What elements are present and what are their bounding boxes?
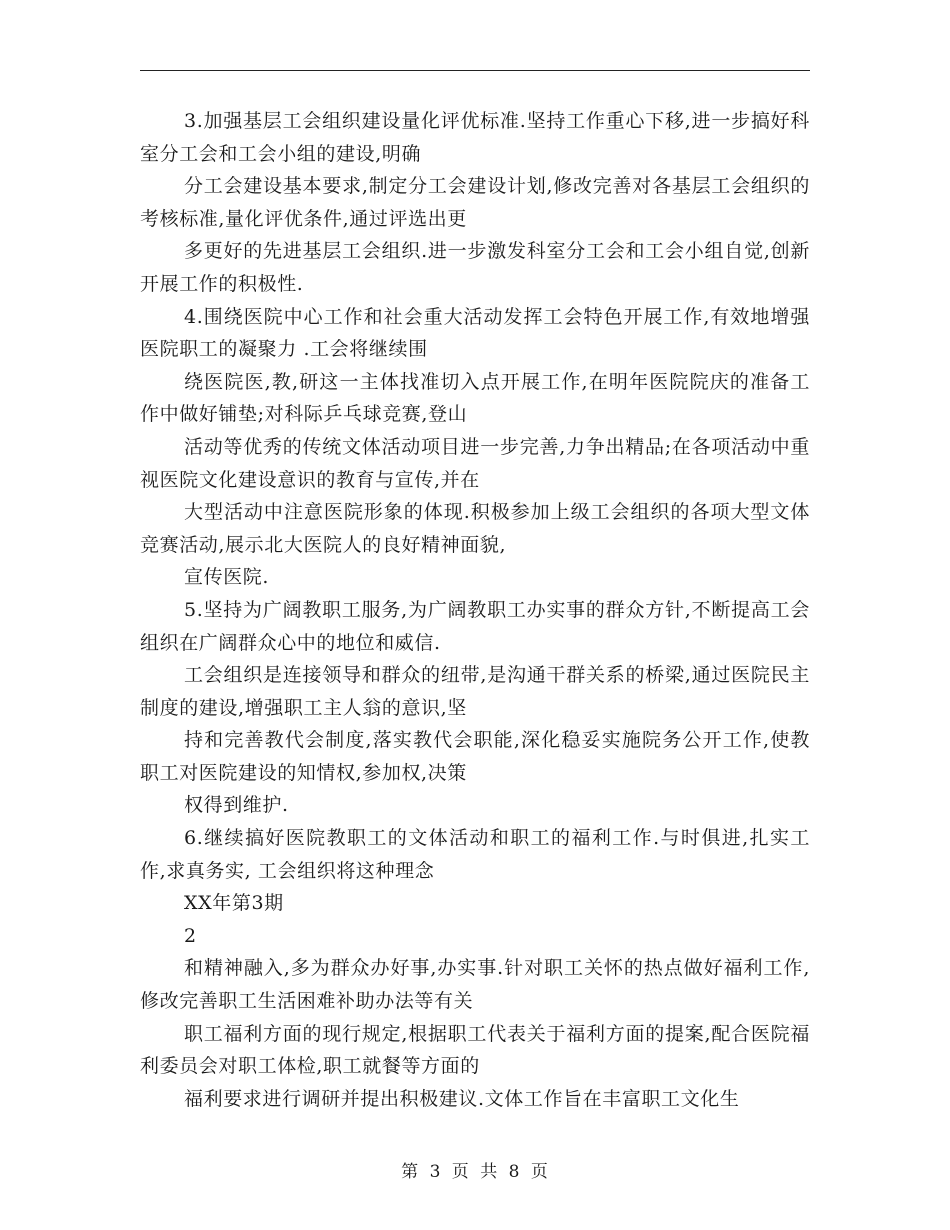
paragraph-2: 分工会建设基本要求,制定分工会建设计划,修改完善对各基层工会组织的考核标准,量化评优条件,通过评选出更 [140,175,810,230]
header-rule [140,70,810,71]
paragraph-16: 福利要求进行调研并提出积极建议.文体工作旨在丰富职工文化生 [184,1087,740,1110]
paragraph-1: 3.加强基层工会组织建设量化评优标准.坚持工作重心下移,进一步搞好科室分工会和工会小组的建设,明确 [140,110,810,165]
paragraph-13: 6.继续搞好医院教职工的文体活动和职工的福利工作.与时俱进,扎实工作,求真务实, 工会组织将这种理念 [140,827,810,882]
paragraph-3: 多更好的先进基层工会组织.进一步激发科室分工会和工会小组自觉,创新开展工作的积极性. [140,240,810,295]
paragraph-14: 和精神融入,多为群众办好事,办实事.针对职工关怀的热点做好福利工作,修改完善职工生活困难补助办法等有关 [140,957,810,1013]
document-body [140,105,810,1115]
issue-label: XX年第3期 [184,892,284,915]
paragraph-15: 职工福利方面的现行规定,根据职工代表关于福利方面的提案,配合医院福利委员会对职工体检,职工就餐等方面的 [140,1022,810,1078]
paragraph-11: 持和完善教代会制度,落实教代会职能,深化稳妥实施院务公开工作,使教职工对医院建设的知情权,参加权,决策 [140,729,810,784]
paragraph-7: 大型活动中注意医院形象的体现.积极参加上级工会组织的各项大型文体竞赛活动,展示北大医院人的良好精神面貌, [140,501,810,556]
issue-page-number: 2 [184,924,197,947]
paragraph-5: 绕医院医,教,研这一主体找准切入点开展工作,在明年医院院庆的准备工作中做好铺垫;对科际乒乓球竞赛,登山 [140,370,810,426]
paragraph-6: 活动等优秀的传统文体活动项目进一步完善,力争出精品;在各项活动中重视医院文化建设意识的教育与宣传,并在 [140,435,810,491]
paragraph-10: 工会组织是连接领导和群众的纽带,是沟通干群关系的桥梁,通过医院民主制度的建设,增强职工主人翁的意识,坚 [140,664,810,719]
paragraph-4: 4.围绕医院中心工作和社会重大活动发挥工会特色开展工作,有效地增强医院职工的凝聚力 .工会将继续围 [140,305,810,361]
paragraph-9: 5.坚持为广阔教职工服务,为广阔教职工办实事的群众方针,不断提高工会组织在广阔群众心中的地位和威信. [140,598,810,654]
page-footer: 第 3 页 共 8 页 [401,1162,549,1182]
paragraph-8: 宣传医院. [184,566,270,589]
paragraph-12: 权得到维护. [184,794,289,817]
